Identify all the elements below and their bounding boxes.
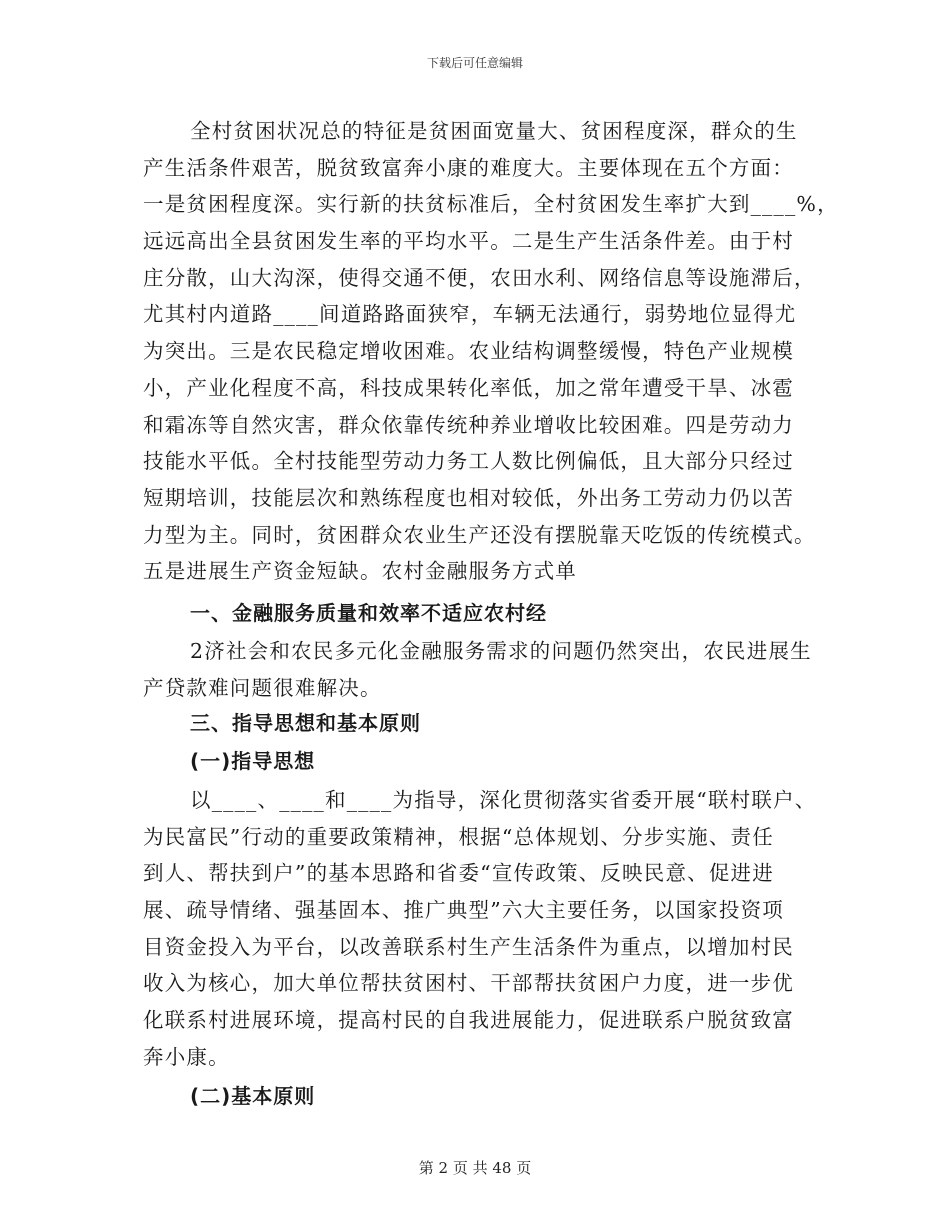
page-header: 下载后可任意编辑: [426, 56, 523, 70]
paragraph-line: 技能水平低。全村技能型劳动力务工人数比例偏低，且大部分只经过: [143, 449, 794, 473]
paragraph-line: 短期培训，技能层次和熟练程度也相对较低，外出务工劳动力仍以苦: [143, 486, 794, 510]
paragraph-line: 全村贫困状况总的特征是贫困面宽量大、贫困程度深，群众的生: [190, 119, 798, 143]
paragraph-line: 目资金投入为平台，以改善联系村生产生活条件为重点，以增加村民: [143, 935, 794, 959]
paragraph-line: 力型为主。同时，贫困群众农业生产还没有摆脱靠天吃饭的传统模式。: [143, 523, 816, 547]
paragraph-line: 产生活条件艰苦，脱贫致富奔小康的难度大。主要体现在五个方面：: [143, 156, 794, 180]
paragraph-line: 奔小康。: [143, 1045, 230, 1069]
paragraph-line: 到人、帮扶到户”的基本思路和省委“宣传政策、反映民意、促进进: [143, 861, 774, 885]
paragraph-line: 小，产业化程度不高，科技成果转化率低，加之常年遭受干旱、冰雹: [143, 376, 794, 400]
paragraph-line: 产贷款难问题很难解决。: [143, 676, 382, 700]
section-heading: 三、指导思想和基本原则: [190, 711, 421, 735]
paragraph-line: 远远高出全县贫困发生率的平均水平。二是生产生活条件差。由于村: [143, 229, 794, 253]
page-footer: 第 2 页 共 48 页: [418, 1159, 532, 1177]
paragraph-line: 2济社会和农民多元化金融服务需求的问题仍然突出，农民进展生: [190, 639, 812, 663]
paragraph-line: 和霜冻等自然灾害，群众依靠传统种养业增收比较困难。四是劳动力: [143, 413, 794, 437]
paragraph-line: 尤其村内道路____间道路路面狭窄，车辆无法通行，弱势地位显得尤: [143, 302, 797, 326]
paragraph-line: 化联系村进展环境，提高村民的自我进展能力，促进联系户脱贫致富: [143, 1008, 794, 1032]
paragraph-line: 以____、____和____为指导，深化贯彻落实省委开展“联村联户、: [190, 788, 817, 812]
paragraph-line: 展、疏导情绪、强基固本、推广典型”六大主要任务，以国家投资项: [143, 898, 784, 922]
subsection-heading: (一)指导思想: [190, 749, 316, 773]
paragraph-line: 为突出。三是农民稳定增收困难。农业结构调整缓慢，特色产业规模: [143, 339, 794, 363]
paragraph-line: 为民富民”行动的重要政策精神，根据“总体规划、分步实施、责任: [143, 825, 774, 849]
paragraph-line: 收入为核心，加大单位帮扶贫困村、干部帮扶贫困户力度，进一步优: [143, 971, 794, 995]
paragraph-line: 一是贫困程度深。实行新的扶贫标准后，全村贫困发生率扩大到____%，: [143, 192, 839, 216]
section-heading: 一、金融服务质量和效率不适应农村经: [190, 601, 547, 625]
paragraph-line: 五是进展生产资金短缺。农村金融服务方式单: [143, 559, 577, 583]
subsection-heading: (二)基本原则: [190, 1084, 316, 1108]
paragraph-line: 庄分散，山大沟深，使得交通不便，农田水利、网络信息等设施滞后，: [143, 266, 816, 290]
